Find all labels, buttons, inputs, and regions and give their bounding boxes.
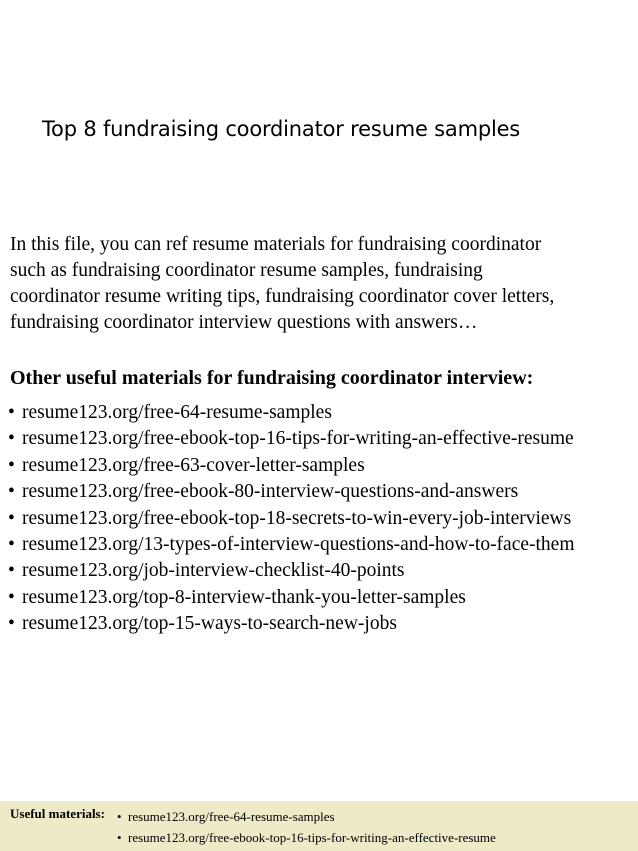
list-item — [8, 532, 575, 558]
materials-heading: Other useful materials for fundraising coordinator interview: — [10, 367, 534, 389]
bullet-icon: • — [8, 428, 15, 450]
intro-line: fundraising coordinator interview questions with answers… — [10, 312, 478, 333]
list-item — [117, 827, 496, 848]
list-item — [8, 611, 575, 637]
bullet-icon: • — [8, 481, 15, 503]
list-item — [8, 400, 575, 426]
list-item — [8, 453, 575, 479]
list-item — [8, 585, 575, 611]
footer-bar — [0, 801, 638, 851]
bullet-icon: • — [8, 586, 15, 608]
bullet-icon: • — [117, 809, 122, 824]
bullet-icon: • — [8, 613, 15, 635]
bullet-icon: • — [8, 560, 15, 582]
material-link[interactable]: resume123.org/free-ebook-80-interview-questions-and-answers — [22, 481, 519, 503]
materials-link-list — [8, 400, 575, 638]
material-link[interactable]: resume123.org/top-8-interview-thank-you-letter-samples — [22, 586, 466, 608]
intro-line: such as fundraising coordinator resume samples, fundraising — [10, 260, 483, 281]
material-link[interactable]: resume123.org/free-64-resume-samples — [22, 402, 332, 423]
list-item — [8, 426, 575, 452]
material-link[interactable]: resume123.org/free-63-cover-letter-samples — [22, 454, 365, 476]
footer-link-list — [117, 806, 496, 848]
intro-line: In this file, you can ref resume materials for fundraising coordinator — [10, 234, 542, 255]
bullet-icon: • — [117, 830, 122, 845]
list-item — [117, 806, 496, 827]
material-link[interactable]: resume123.org/free-ebook-top-18-secrets-to-win-every-job-interviews — [22, 507, 572, 529]
material-link[interactable]: resume123.org/job-interview-checklist-40-points — [22, 560, 405, 582]
intro-paragraph — [10, 232, 630, 336]
footer-label: Useful materials: — [10, 806, 105, 821]
footer-link[interactable]: resume123.org/free-ebook-top-16-tips-for-writing-an-effective-resume — [128, 830, 496, 845]
material-link[interactable]: resume123.org/13-types-of-interview-questions-and-how-to-face-them — [22, 534, 575, 556]
footer-link[interactable]: resume123.org/free-64-resume-samples — [128, 809, 335, 824]
bullet-icon: • — [8, 402, 15, 423]
material-link[interactable]: resume123.org/top-15-ways-to-search-new-jobs — [22, 613, 397, 635]
intro-line: coordinator resume writing tips, fundraising coordinator cover letters, — [10, 286, 555, 307]
list-item — [8, 506, 575, 532]
bullet-icon: • — [8, 454, 15, 476]
list-item — [8, 479, 575, 505]
list-item — [8, 558, 575, 584]
bullet-icon: • — [8, 507, 15, 529]
material-link[interactable]: resume123.org/free-ebook-top-16-tips-for-writing-an-effective-resume — [22, 428, 574, 450]
page-title: Top 8 fundraising coordinator resume samples — [42, 117, 521, 141]
bullet-icon: • — [8, 534, 15, 556]
